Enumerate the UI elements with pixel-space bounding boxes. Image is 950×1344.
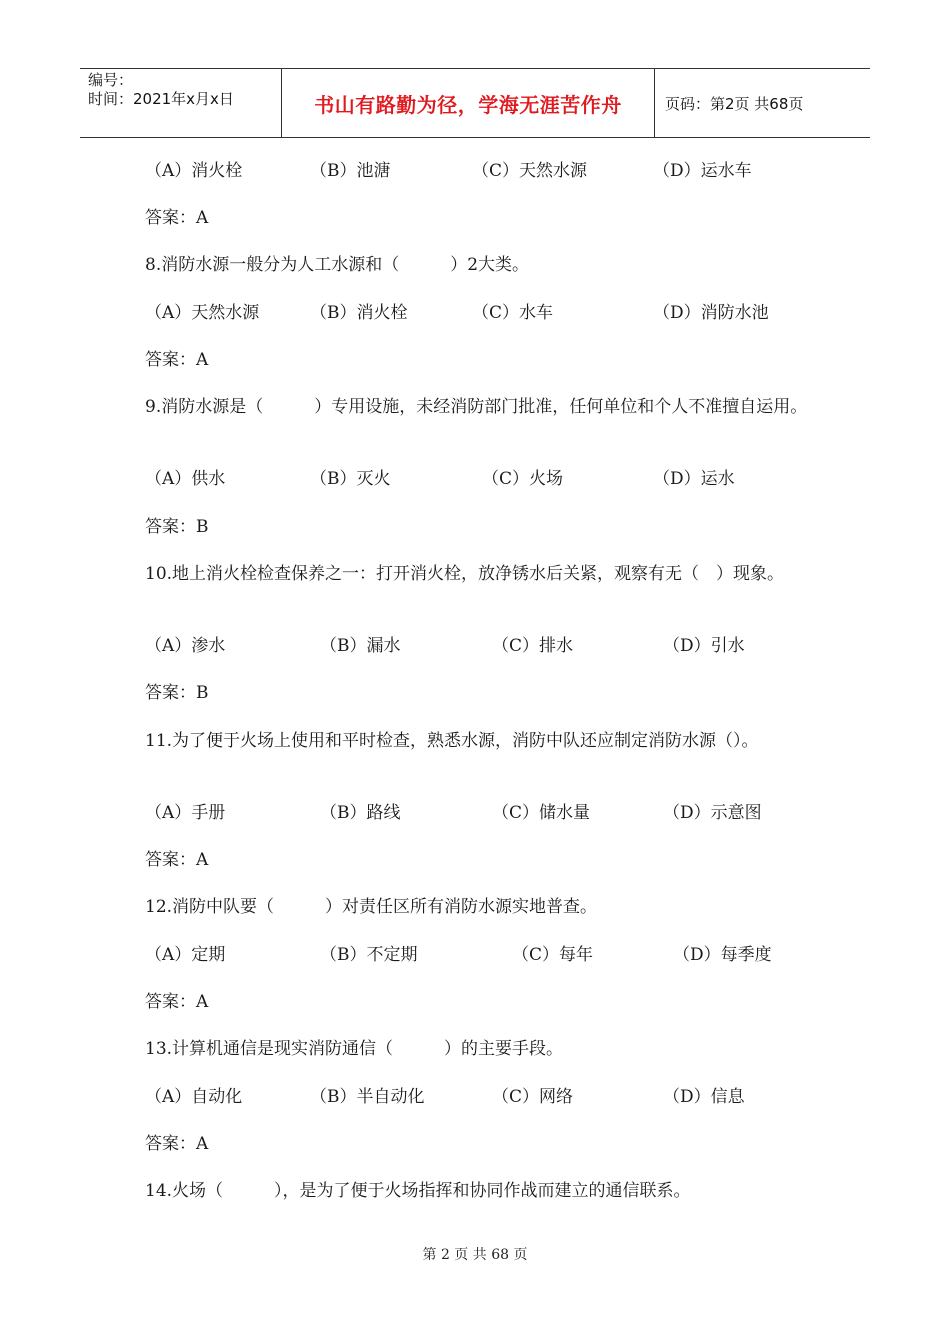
option-item: （A）消火栓 [145, 161, 243, 181]
page-header [80, 68, 870, 138]
question-text: 9.消防水源是（ ）专用设施，未经消防部门批准，任何单位和个人不准擅自运用。 [145, 397, 808, 417]
option-item: （C）天然水源 [472, 161, 588, 181]
option-item: （A）供水 [145, 469, 226, 489]
option-item: （D）运水 [653, 469, 735, 489]
option-item: （A）天然水源 [145, 303, 260, 323]
header-motto: 书山有路勤为径，学海无涯苦作舟 [314, 92, 622, 117]
answer-text: 答案：A [145, 850, 209, 870]
number-label: 编号： [88, 71, 134, 89]
option-item: （B）不定期 [320, 945, 418, 965]
option-item: （B）半自动化 [310, 1087, 425, 1107]
option-item: （B）消火栓 [310, 303, 408, 323]
answer-text: 答案：B [145, 517, 209, 537]
option-item: （D）运水车 [653, 161, 752, 181]
option-item: （D）消防水池 [653, 303, 769, 323]
question-text: 13.计算机通信是现实消防通信（ ）的主要手段。 [145, 1039, 564, 1059]
question-text: 12.消防中队要（ ）对责任区所有消防水源实地普查。 [145, 897, 598, 917]
option-item: （A）渗水 [145, 636, 226, 656]
page-footer: 第 2 页 共 68 页 [422, 1247, 528, 1263]
option-item: （C）储水量 [492, 803, 591, 823]
option-item: （B）路线 [320, 803, 401, 823]
option-item: （C）火场 [482, 469, 564, 489]
option-item: （D）信息 [663, 1087, 745, 1107]
option-item: （B）灭火 [310, 469, 391, 489]
option-item: （B）池溏 [310, 161, 391, 181]
header-meta [88, 71, 234, 109]
answer-text: 答案：A [145, 1134, 209, 1154]
option-item: （C）网络 [492, 1087, 574, 1107]
header-page-info: 页码：第2页 共68页 [665, 94, 804, 113]
time-label: 时间：2021年x月x日 [88, 90, 234, 108]
question-text: 10.地上消火栓检查保养之一：打开消火栓，放净锈水后关紧，观察有无（ ）现象。 [145, 564, 785, 584]
option-item: （B）漏水 [320, 636, 401, 656]
answer-text: 答案：A [145, 350, 209, 370]
option-item: （A）自动化 [145, 1087, 243, 1107]
option-item: （A）定期 [145, 945, 226, 965]
option-item: （C）排水 [492, 636, 574, 656]
question-text: 14.火场（ ），是为了便于火场指挥和协同作战而建立的通信联系。 [145, 1181, 691, 1201]
answer-text: 答案：B [145, 683, 209, 703]
question-text: 11.为了便于火场上使用和平时检查，熟悉水源，消防中队还应制定消防水源（）。 [145, 731, 759, 751]
header-divider [654, 69, 655, 137]
question-text: 8.消防水源一般分为人工水源和（ ）2大类。 [145, 255, 530, 275]
option-item: （C）水车 [472, 303, 554, 323]
option-item: （D）引水 [663, 636, 745, 656]
answer-text: 答案：A [145, 208, 209, 228]
answer-text: 答案：A [145, 992, 209, 1012]
option-item: （A）手册 [145, 803, 226, 823]
option-item: （D）每季度 [673, 945, 772, 965]
option-item: （C）每年 [512, 945, 594, 965]
option-item: （D）示意图 [663, 803, 762, 823]
